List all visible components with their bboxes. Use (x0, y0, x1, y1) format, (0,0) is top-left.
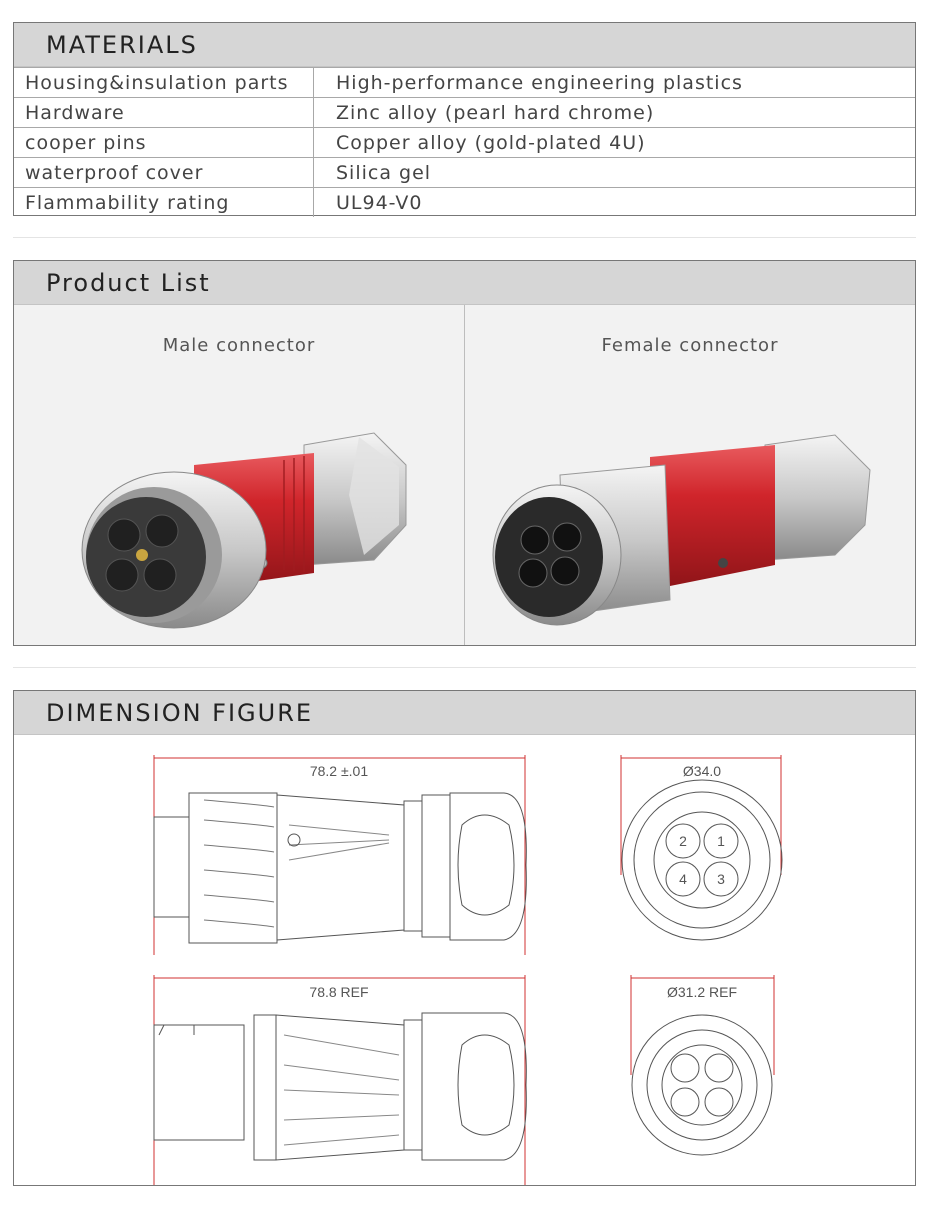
materials-title: MATERIALS (14, 23, 915, 67)
female-connector-label: Female connector (601, 335, 779, 356)
product-list-panel (13, 260, 916, 646)
female-end-view (631, 975, 774, 1155)
pin-number: 1 (717, 833, 725, 849)
male-connector-card (14, 305, 464, 645)
male-connector-image (14, 375, 464, 645)
table-row (14, 67, 915, 97)
section-divider (13, 237, 916, 238)
materials-panel (13, 22, 916, 216)
table-row (14, 127, 915, 157)
female-side-view (154, 975, 526, 1185)
pin-number: 4 (679, 871, 687, 887)
male-length-label: 78.2 ±.01 (309, 763, 369, 779)
material-value: High-performance engineering plastics (336, 71, 743, 94)
male-diameter-label: Ø34.0 (682, 763, 722, 779)
pin-number: 3 (717, 871, 725, 887)
female-connector-card (464, 305, 915, 645)
female-connector-image (465, 375, 915, 645)
table-row (14, 157, 915, 187)
material-label: Hardware (14, 98, 314, 127)
material-label: Housing&insulation parts (14, 68, 314, 97)
section-divider (13, 667, 916, 668)
dimension-panel (13, 690, 916, 1186)
table-row (14, 187, 915, 217)
material-value: Silica gel (336, 161, 432, 184)
dimension-title: DIMENSION FIGURE (14, 691, 915, 735)
male-connector-label: Male connector (162, 335, 316, 356)
pin-number: 2 (679, 833, 687, 849)
material-label: cooper pins (14, 128, 314, 157)
male-end-view (621, 755, 782, 940)
female-length-label: 78.8 REF (309, 984, 369, 1000)
dimension-drawing (14, 735, 915, 1185)
product-list-title: Product List (14, 261, 915, 305)
table-row (14, 97, 915, 127)
material-value: UL94-V0 (336, 191, 423, 214)
material-label: Flammability rating (14, 188, 314, 217)
material-value: Copper alloy (gold-plated 4U) (336, 131, 646, 154)
female-diameter-label: Ø31.2 REF (666, 984, 738, 1000)
material-value: Zinc alloy (pearl hard chrome) (336, 101, 655, 124)
male-side-view (154, 755, 526, 955)
material-label: waterproof cover (14, 158, 314, 187)
